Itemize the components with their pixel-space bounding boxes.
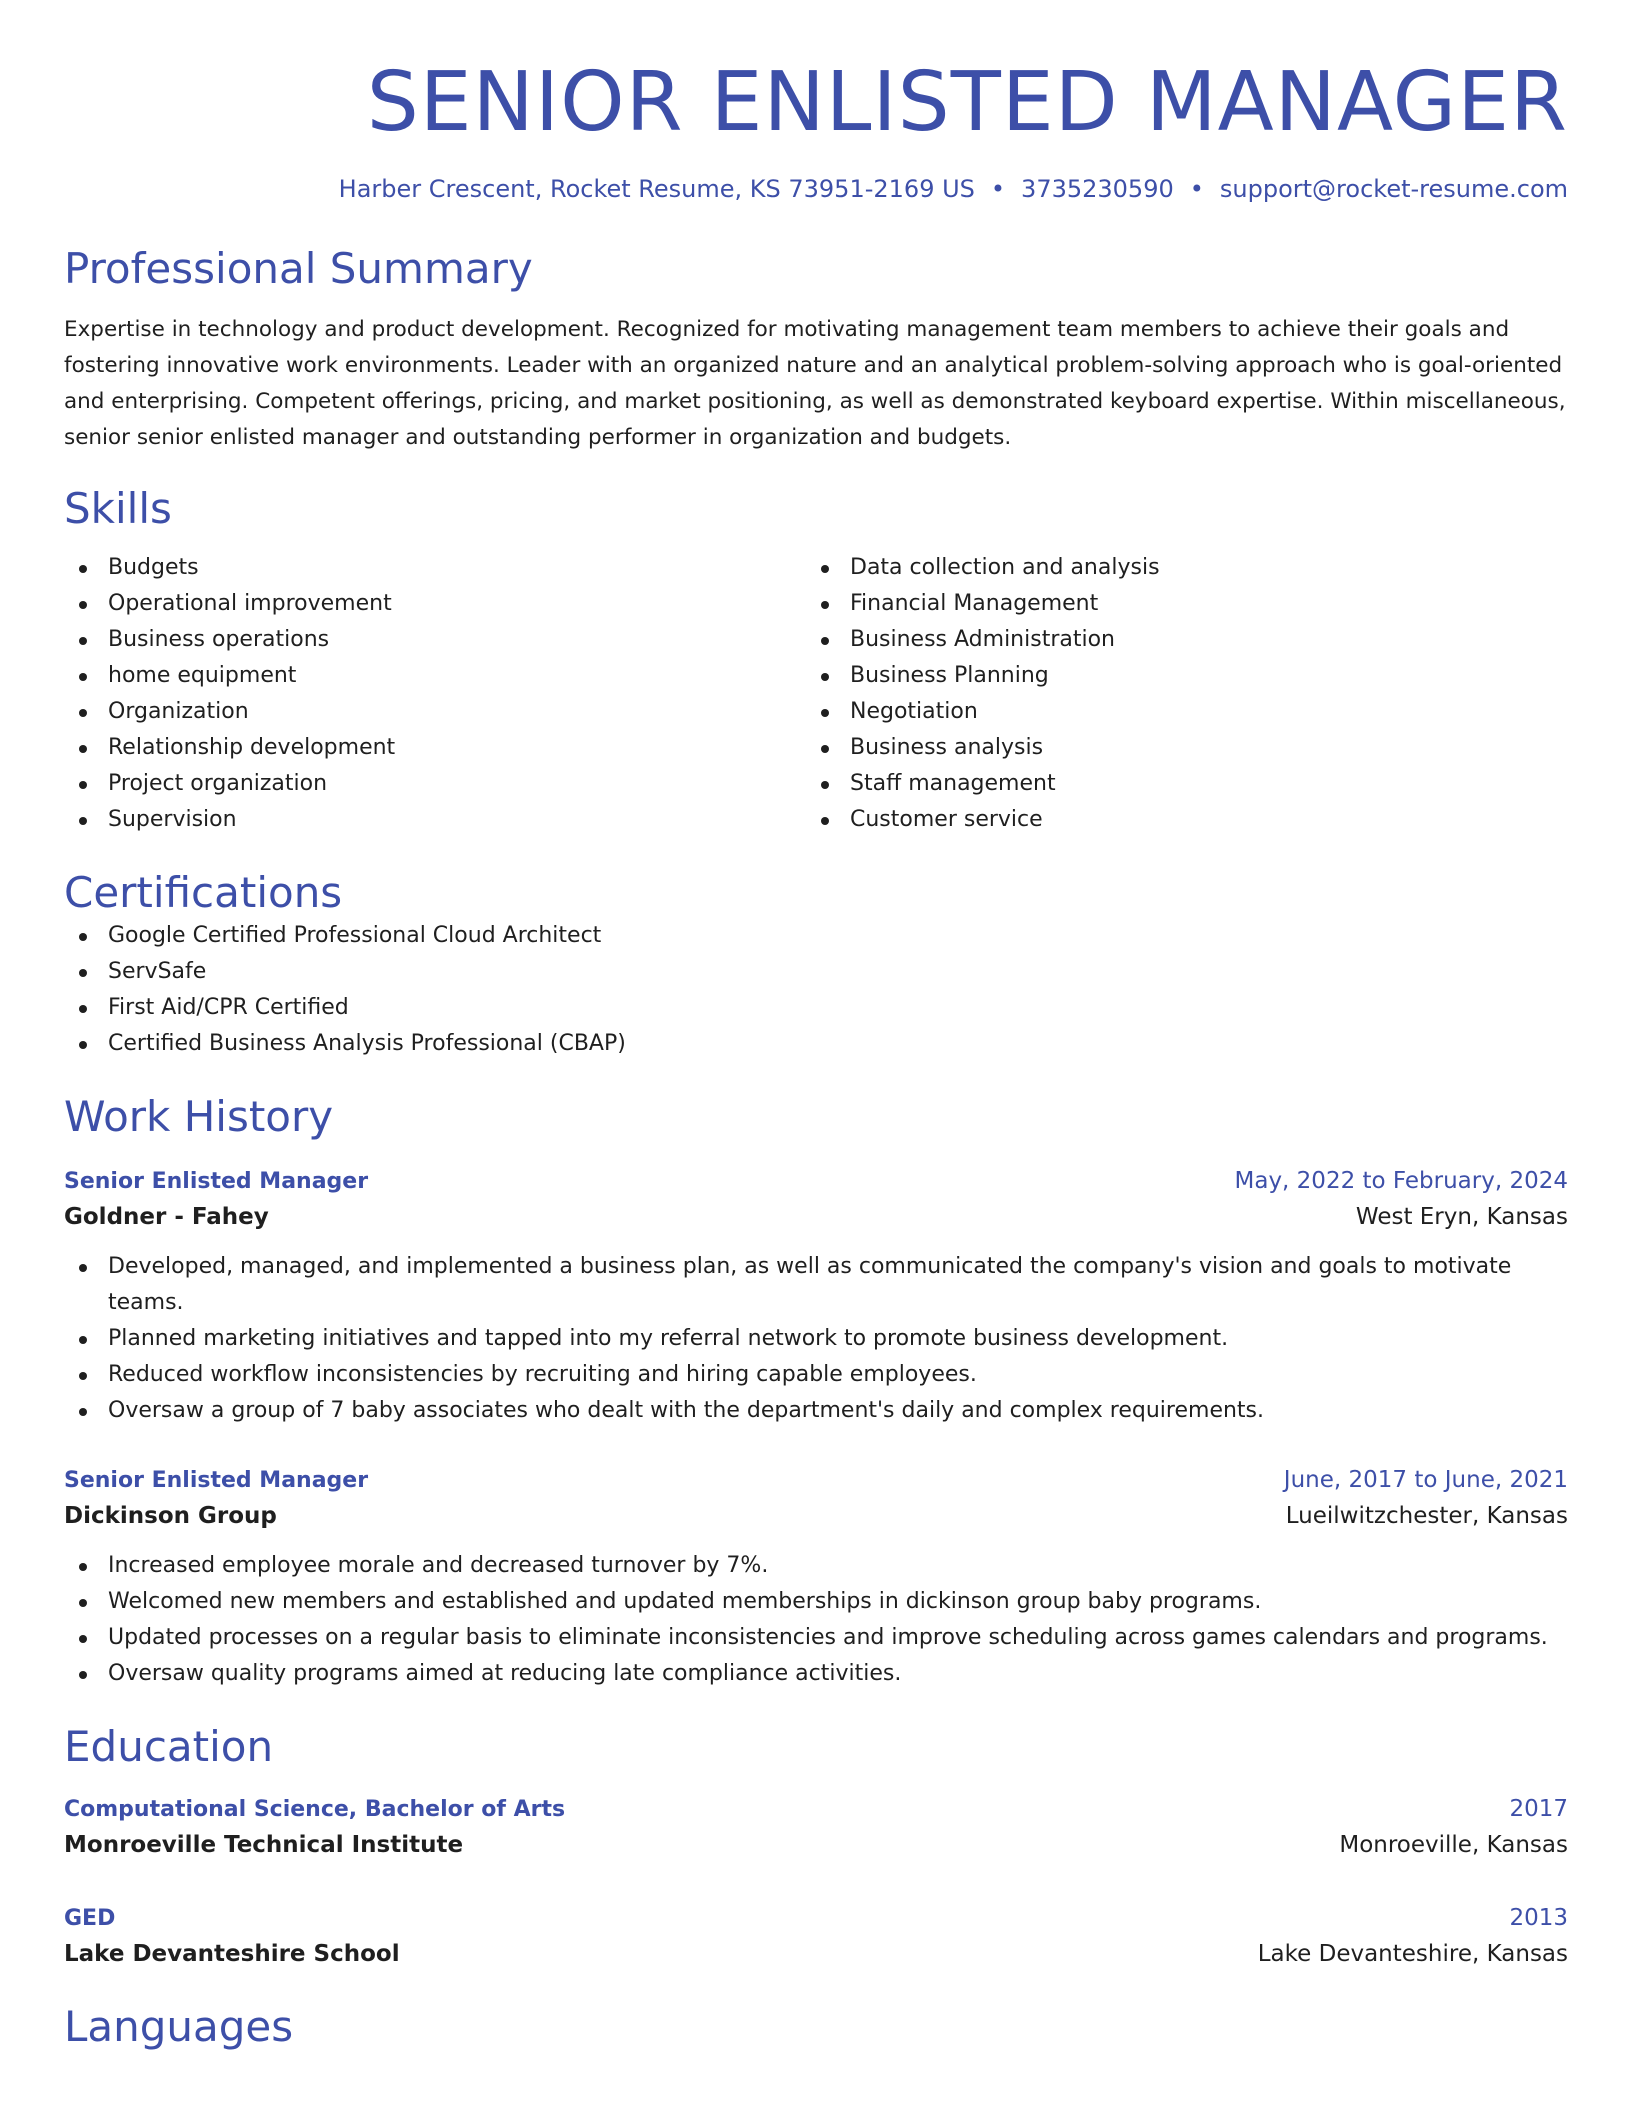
job-bullet: Updated processes on a regular basis to eliminate inconsistencies and improve scheduling across games calendars and programs. [64,1620,1568,1656]
skill-item: Business Planning [806,658,1548,694]
resume-page [64,0,1568,2052]
job-bullet: Welcomed new members and established and updated memberships in dickinson group baby programs. [64,1584,1568,1620]
certification-item: First Aid/CPR Certified [64,990,1568,1026]
job-role: Senior Enlisted Manager [64,1169,369,1194]
skill-item: Budgets [64,550,806,586]
section-title-work-history: Work History [64,1092,334,1141]
skill-item: Business analysis [806,730,1548,766]
education-school: Monroeville Technical Institute [64,1832,464,1858]
job-bullets [64,1249,1568,1429]
contact-line [64,174,1568,204]
skill-item: home equipment [64,658,806,694]
certification-item: ServSafe [64,954,1568,990]
skill-item: Operational improvement [64,586,806,622]
job-bullet: Oversaw quality programs aimed at reducing late compliance activities. [64,1656,1568,1692]
skill-item: Relationship development [64,730,806,766]
contact-email[interactable]: support@rocket-resume.com [1219,175,1568,203]
contact-address: Harber Crescent, Rocket Resume, KS 73951-2169 US [338,175,975,203]
education-entry [64,1792,1568,1863]
section-title-summary: Professional Summary [64,244,533,293]
job-bullet: Increased employee morale and decreased turnover by 7%. [64,1548,1568,1584]
section-title-certifications: Certifications [64,868,343,917]
contact-separator: • [990,175,1006,203]
job-bullet: Developed, managed, and implemented a business plan, as well as communicated the company's vision and goals to motivate teams. [64,1249,1568,1321]
certification-item: Certified Business Analysis Professional (CBAP) [64,1026,1568,1062]
section-title-skills: Skills [64,484,172,533]
candidate-name: SENIOR ENLISTED MANAGER [366,55,1568,150]
certification-item: Google Certified Professional Cloud Architect [64,918,1568,954]
job-bullet: Oversaw a group of 7 baby associates who dealt with the department's daily and complex requirements. [64,1393,1568,1429]
job-dates: May, 2022 to February, 2024 [1234,1168,1568,1194]
summary-text: Expertise in technology and product development. Recognized for motivating management team members to achieve their goals and fostering innovative work environments. Leader with an organized nature and an analytical problem-solving approach who is goal-oriented and enterprising. Competent offerings, pricing, and market positioning, as well as demonstrated keyboard expertise. Within miscellaneous, senior senior enlisted manager and outstanding performer in organization and budgets. [64,317,1566,450]
job-entry [64,1164,1568,1429]
job-company: Dickinson Group [64,1503,277,1529]
skill-item: Staff management [806,766,1548,802]
education-year: 2013 [1509,1905,1568,1931]
job-location: West Eryn, Kansas [1355,1204,1568,1230]
job-bullet: Reduced workflow inconsistencies by recruiting and hiring capable employees. [64,1357,1568,1393]
skill-item: Customer service [806,802,1548,838]
education-location: Lake Devanteshire, Kansas [1257,1941,1568,1967]
section-title-languages: Languages [64,2002,294,2051]
job-location: Lueilwitzchester, Kansas [1285,1503,1568,1529]
job-role: Senior Enlisted Manager [64,1468,369,1493]
skill-item: Data collection and analysis [806,550,1548,586]
skill-item: Project organization [64,766,806,802]
skills-right-list [806,550,1548,838]
job-bullet: Planned marketing initiatives and tapped into my referral network to promote business development. [64,1321,1568,1357]
contact-phone: 3735230590 [1021,175,1174,203]
job-dates: June, 2017 to June, 2021 [1283,1467,1568,1493]
job-company: Goldner - Fahey [64,1204,269,1230]
education-school: Lake Devanteshire School [64,1941,400,1967]
education-location: Monroeville, Kansas [1339,1832,1568,1858]
job-entry [64,1463,1568,1692]
skill-item: Organization [64,694,806,730]
education-year: 2017 [1509,1796,1568,1822]
skill-item: Financial Management [806,586,1548,622]
education-degree: GED [64,1906,116,1931]
skills-left-list [64,550,806,838]
skill-item: Business operations [64,622,806,658]
skills-columns [64,550,1568,838]
skill-item: Negotiation [806,694,1548,730]
skill-item: Supervision [64,802,806,838]
certifications-list [64,918,1568,1062]
contact-separator: • [1189,175,1204,203]
section-title-education: Education [64,1722,274,1771]
skill-item: Business Administration [806,622,1548,658]
education-degree: Computational Science, Bachelor of Arts [64,1797,566,1822]
job-bullets [64,1548,1568,1692]
education-entry [64,1901,1568,1972]
